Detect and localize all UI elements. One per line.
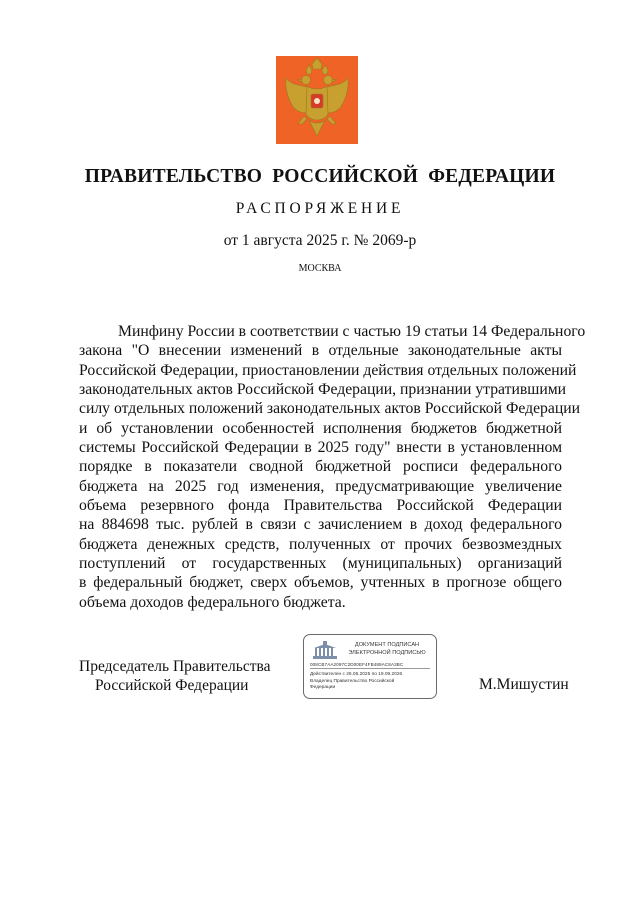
stamp-header — [338, 641, 436, 657]
signer-name: М.Мишустин — [479, 676, 569, 693]
body-line: и об установлении особенностей исполнения бюджетов бюджетной — [79, 419, 562, 437]
body-line: на 884698 тыс. рублей в связи с зачислением в доход федерального — [79, 516, 562, 534]
body-line: Российской Федерации, приостановлении действия отдельных положений — [79, 361, 577, 379]
stamp-validity: Действителен с 26.06.2025 по 19.09.2026 — [310, 672, 403, 677]
body-line: закона "О внесении изменений в отдельные законодательные акты — [79, 342, 562, 360]
signer-position-line1: Председатель Правительства — [79, 658, 271, 675]
body-line: объема резервного фонда Правительства Российской Федерации — [79, 497, 562, 515]
body-line: законодательных актов Российской Федерации, признании утратившими — [79, 381, 567, 399]
double-headed-eagle-icon — [276, 56, 358, 144]
stamp-owner-line2: Федерации — [310, 685, 336, 690]
government-building-icon — [312, 640, 338, 660]
stamp-divider — [310, 668, 430, 669]
signer-position — [79, 657, 271, 695]
document-city: МОСКВА — [298, 263, 342, 274]
stamp-owner-line1: Владелец Правительство Российской — [310, 679, 395, 684]
document-date-number: от 1 августа 2025 г. № 2069-р — [223, 232, 417, 249]
coat-of-arms-emblem — [276, 56, 358, 144]
body-line: системы Российской Федерации в 2025 году" внести в установленном — [79, 439, 562, 457]
government-title: ПРАВИТЕЛЬСТВО РОССИЙСКОЙ ФЕДЕРАЦИИ — [84, 166, 556, 187]
body-line: объема доходов федерального бюджета. — [79, 593, 346, 611]
body-line: порядке в показатели сводной бюджетной росписи федерального — [79, 458, 562, 476]
stamp-header-line1: ДОКУМЕНТ ПОДПИСАН — [354, 642, 420, 648]
body-line: силу отдельных положений законодательных актов Российской Федерации — [79, 400, 581, 418]
body-line: в федеральный бюджет, сверх объемов, учтенных в прогнозе общего — [79, 574, 562, 592]
stamp-header-line2: ЭЛЕКТРОННОЙ ПОДПИСЬЮ — [348, 650, 426, 656]
stamp-certificate: 008CB7AA2097C2D00EF4FB489AC8A3BC — [310, 662, 404, 667]
body-line: Минфину России в соответствии с частью 19 статьи 14 Федерального — [118, 323, 586, 340]
order-body-text — [79, 322, 586, 612]
body-line: бюджета денежных средств, полученных от прочих безвозмездных — [79, 535, 562, 553]
electronic-signature-stamp — [303, 634, 437, 699]
body-line: поступлений от государственных (муниципальных) организаций — [79, 555, 562, 573]
signer-position-line2: Российской Федерации — [95, 677, 249, 694]
document-type: РАСПОРЯЖЕНИЕ — [235, 200, 405, 217]
body-line: бюджета на 2025 год изменения, предусматривающие увеличение — [79, 477, 562, 495]
